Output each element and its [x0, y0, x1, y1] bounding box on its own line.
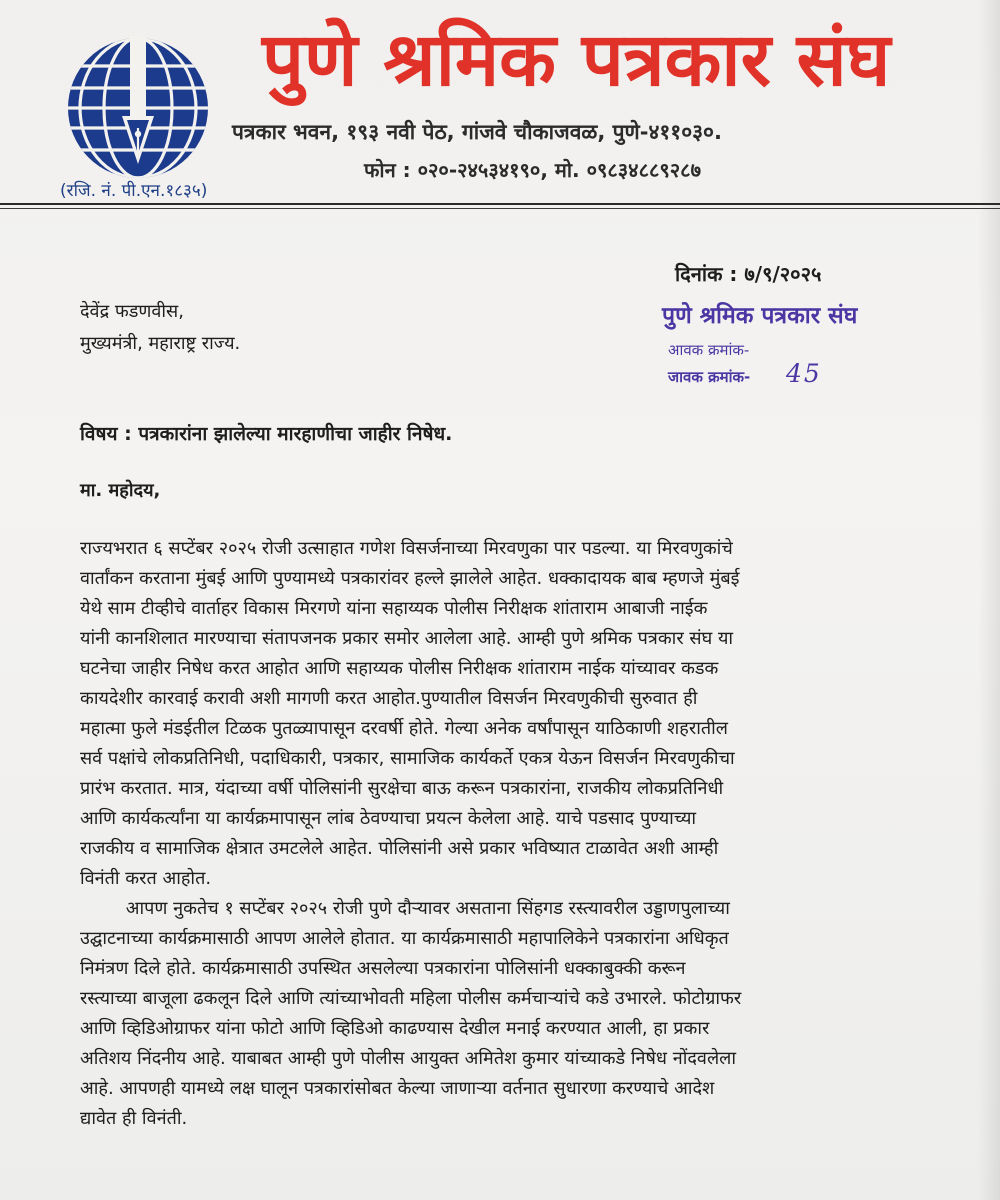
body-line: घटनेचा जाहीर निषेध करत आहोत आणि सहाय्यक पोलीस निरीक्षक शांताराम नाईक यांच्यावर कडक [80, 658, 719, 679]
header-rule-secondary [0, 208, 1000, 209]
organization-address: पत्रकार भवन, १९३ नवी पेठ, गांजवे चौकाजवळ, पुणे-४११०३०. [232, 120, 722, 144]
body-line: प्रारंभ करतात. मात्र, यंदाच्या वर्षी पोलिसांनी सुरक्षेचा बाऊ करून पत्रकारांना, राजकीय लोकप्रतिनिधी [80, 778, 724, 799]
stamp-inward-label: आवक क्रमांक- [668, 341, 750, 359]
stamp-outward-label: जावक क्रमांक- [668, 368, 751, 386]
recipient-name: देवेंद्र फडणवीस, [80, 301, 184, 322]
inward-outward-stamp [662, 298, 858, 388]
body-line: आपण नुकतेच १ सप्टेंबर २०२५ रोजी पुणे दौऱ्यावर असताना सिंहगड रस्त्यावरील उड्डाणपुलाच्या [80, 898, 730, 919]
body-line: सर्व पक्षांचे लोकप्रतिनिधी, पदाधिकारी, पत्रकार, सामाजिक कार्यकर्ते एकत्र येऊन विसर्जन मिरवणुकीचा [80, 748, 735, 769]
body-line: द्यावेत ही विनंती. [80, 1108, 188, 1129]
union-logo-icon [66, 36, 210, 180]
body-line: निमंत्रण दिले होते. कार्यक्रमासाठी उपस्थित असलेल्या पत्रकारांना पोलिसांनी धक्काबुक्की करून [80, 958, 686, 979]
body-line: वार्तांकन करताना मुंबई आणि पुण्यामध्ये पत्रकारांवर हल्ले झालेले आहेत. धक्कादायक बाब म्हणजे मुंबई [80, 568, 740, 589]
page-edge-shadow [978, 0, 1000, 1200]
body-line: आहे. आपणही यामध्ये लक्ष घालून पत्रकारांसोबत केल्या जाणाऱ्या वर्तनात सुधारणा करण्याचे आदेश [80, 1078, 715, 1099]
letter-date: दिनांक : ७/९/२०२५ [675, 262, 822, 286]
body-line: अतिशय निंदनीय आहे. याबाबत आम्ही पुणे पोलीस आयुक्त अमितेश कुमार यांच्याकडे निषेध नोंदवलेला [80, 1048, 737, 1069]
salutation: मा. महोदय, [80, 480, 161, 501]
recipient-block [80, 296, 240, 360]
letter-subject: विषय : पत्रकारांना झालेल्या मारहाणीचा जाहीर निषेध. [80, 423, 453, 445]
body-line: विनंती करत आहोत. [80, 868, 212, 889]
organization-name: पुणे श्रमिक पत्रकार संघ [262, 17, 891, 103]
body-line: आणि कार्यकर्त्यांना या कार्यक्रमापासून लांब ठेवण्याचा प्रयत्न केलेला आहे. याचे पडसाद पुण्याच्या [80, 808, 697, 829]
stamp-outward-number: 45 [786, 359, 822, 388]
body-line: आणि व्हिडिओग्राफर यांना फोटो आणि व्हिडिओ काढण्यास देखील मनाई करण्यात आली, हा प्रकार [80, 1018, 710, 1039]
registration-number: (रजि. नं. पी.एन.१८३५) [60, 181, 208, 201]
body-line: रस्त्याच्या बाजूला ढकलून दिले आणि त्यांच्याभोवती महिला पोलीस कर्मचाऱ्यांचे कडे उभारले. फोटोग्राफर [80, 988, 742, 1009]
body-line: उद्घाटनाच्या कार्यक्रमासाठी आपण आलेले होतात. या कार्यक्रमासाठी महापालिकेने पत्रकारांना अधिकृत [80, 928, 729, 949]
body-line: राजकीय व सामाजिक क्षेत्रात उमटलेले आहेत. पोलिसांनी असे प्रकार भविष्यात टाळावेत अशी आम्ही [80, 838, 719, 859]
body-line: राज्यभरात ६ सप्टेंबर २०२५ रोजी उत्साहात गणेश विसर्जनाच्या मिरवणुका पार पडल्या. या मिरवणुकांचे [80, 538, 733, 559]
stamp-title: पुणे श्रमिक पत्रकार संघ [662, 303, 858, 329]
body-line: येथे साम टीव्हीचे वार्ताहर विकास मिरगणे यांना सहाय्यक पोलीस निरीक्षक शांताराम आबाजी नाईक [80, 598, 708, 619]
header-rule [0, 203, 1000, 205]
organization-phone: फोन : ०२०-२४५३४१९०, मो. ०९८३४८८९२८७ [364, 158, 701, 182]
body-line: कायदेशीर कारवाई करावी अशी मागणी करत आहोत.पुण्यातील विसर्जन मिरवणुकीची सुरुवात ही [80, 688, 698, 709]
recipient-designation: मुख्यमंत्री, महाराष्ट्र राज्य. [80, 333, 241, 354]
body-line: महात्मा फुले मंडईतील टिळक पुतळ्यापासून दरवर्षी होते. गेल्या अनेक वर्षांपासून याठिकाणी शहरातील [80, 718, 729, 739]
body-line: यांनी कानशिलात मारण्याचा संतापजनक प्रकार समोर आलेला आहे. आम्ही पुणे श्रमिक पत्रकार संघ या [80, 628, 734, 649]
